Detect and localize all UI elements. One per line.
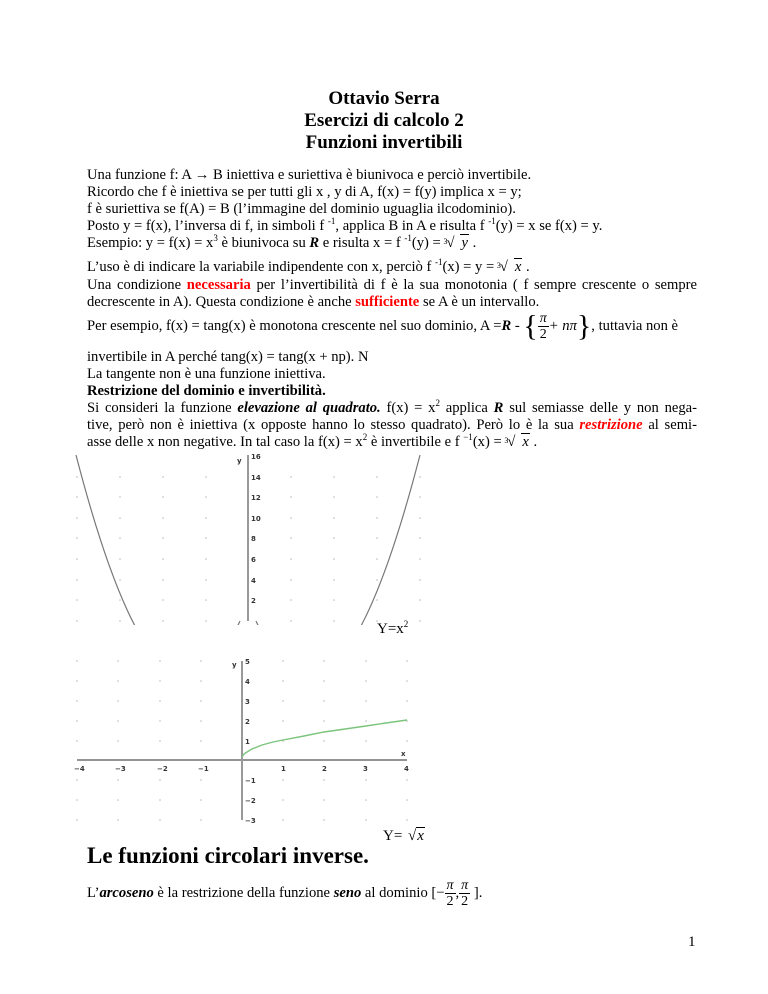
square-root: √x <box>408 828 424 844</box>
svg-text:10: 10 <box>251 515 261 523</box>
highlight-restrizione: restrizione <box>579 417 643 433</box>
document-subtitle: Esercizi di calcolo 2 <box>304 110 464 131</box>
svg-text:−3: −3 <box>115 765 126 773</box>
superscript: 3 <box>213 233 218 243</box>
text-span: per l’invertibilità di f è la sua monotonia ( f sempre crescente o sempre <box>250 277 698 293</box>
text-span: + nπ <box>548 318 577 334</box>
text-span: . <box>522 259 530 275</box>
real-numbers-symbol: R <box>309 235 320 251</box>
superscript: -1 <box>327 216 336 226</box>
paragraph-line <box>87 277 697 294</box>
text-span: Esempio: y = f(x) = x <box>87 235 214 251</box>
text-span: . <box>468 235 477 251</box>
text-span: - <box>511 318 524 334</box>
svg-text:−4: −4 <box>74 765 85 773</box>
fraction-denominator: 2 <box>459 893 470 909</box>
svg-text:5: 5 <box>245 658 250 666</box>
page-number: 1 <box>688 934 696 950</box>
sqrt-curve <box>242 720 407 757</box>
root-argument: x <box>514 259 522 275</box>
paragraph-line <box>87 417 697 434</box>
text-span: è invertibile e f <box>367 434 464 450</box>
real-numbers-symbol: R <box>501 318 512 334</box>
svg-text:−2: −2 <box>157 765 168 773</box>
fraction-denominator: 2 <box>539 327 547 343</box>
cube-root: √ 3 x <box>496 259 522 275</box>
caption-text: Y=x <box>377 621 404 637</box>
paragraph-line: La tangente non è una funzione iniettiva. <box>87 366 326 382</box>
left-brace: { <box>523 309 538 343</box>
root-index: 3 <box>496 261 501 270</box>
paragraph-line <box>87 218 602 235</box>
svg-text:8: 8 <box>251 535 256 543</box>
root-index: 3 <box>443 237 448 246</box>
paragraph-line <box>87 259 530 276</box>
paragraph-line <box>87 434 537 451</box>
fraction <box>445 878 456 909</box>
paragraph-line: Ricordo che f è iniettiva se per tutti gli x , y di A, f(x) = f(y) implica x = y; <box>87 184 522 200</box>
root-argument: y <box>461 235 468 251</box>
emphasis: elevazione al quadrato. <box>237 400 381 416</box>
paragraph-line: invertibile in A perché tang(x) = tang(x + np). N <box>87 349 369 365</box>
highlight-sufficiente: sufficiente <box>355 294 420 310</box>
text-span: , tuttavia non è <box>591 318 679 334</box>
right-brace: } <box>576 309 592 343</box>
fraction-numerator: π <box>446 878 454 894</box>
text-span: e risulta x = f <box>319 235 405 251</box>
superscript: −1 <box>463 432 473 442</box>
svg-text:2: 2 <box>322 765 327 773</box>
text-span: asse delle x non negative. In tal caso la f(x) = x <box>87 434 363 450</box>
superscript: -1 <box>434 257 443 267</box>
svg-text:16: 16 <box>251 453 261 461</box>
fraction-numerator: π <box>539 311 547 327</box>
superscript: 2 <box>403 619 409 629</box>
svg-text:−3: −3 <box>245 817 256 825</box>
text-span: al dominio [ <box>361 885 437 901</box>
svg-text:2: 2 <box>245 718 250 726</box>
root-argument: x <box>417 828 424 844</box>
cube-root: √ 3 y <box>443 235 468 251</box>
paragraph-line <box>87 400 697 417</box>
document-topic: Funzioni invertibili <box>305 132 463 153</box>
text-span: (y) = x se f(x) = y. <box>495 218 603 234</box>
text-span: , applica B in A e risulta f <box>335 218 489 234</box>
section-subheading: Restrizione del dominio e invertibilità. <box>87 383 326 399</box>
text-span: f(x) = x <box>380 400 436 416</box>
superscript: -1 <box>404 233 412 243</box>
text-span: (x) = y = <box>442 259 498 275</box>
text-span: è la restrizione della funzione <box>153 885 334 901</box>
root-argument: x <box>522 434 529 450</box>
emphasis: arcoseno <box>99 885 154 901</box>
paragraph-line: L’arcoseno è la restrizione della funzione seno al dominio [− $\frac{\pi}{2}$ , $\frac{\pi}{2}$ ]. <box>87 878 483 910</box>
sqrt-graph <box>60 650 430 830</box>
text-span: L’uso è di indicare la variabile indipendente con x, perciò f <box>87 259 435 275</box>
caption-text: Y= <box>383 828 407 844</box>
parabola-graph <box>70 450 430 625</box>
highlight-necessaria: necessaria <box>186 277 251 293</box>
fraction-numerator: π <box>461 878 469 894</box>
text-span: se A è un intervallo. <box>419 294 540 310</box>
paragraph-line: Una funzione f: A → B iniettiva e suriettiva è biunivoca e perciò invertibile. <box>87 167 532 183</box>
y-tick-labels <box>232 658 256 825</box>
svg-text:4: 4 <box>404 765 409 773</box>
emphasis: seno <box>333 885 362 901</box>
svg-text:−1: −1 <box>245 777 256 785</box>
superscript: 2 <box>435 398 440 408</box>
paragraph-line <box>87 309 678 344</box>
svg-text:−1: −1 <box>198 765 209 773</box>
text-span: è biunivoca su <box>217 235 310 251</box>
text-span: tive, però non è iniettiva (x opposte hanno lo stesso quadrato). Però lo è la sua <box>87 417 580 433</box>
text-span: (x) = <box>472 434 506 450</box>
root-index: 3 <box>504 436 509 445</box>
text-span: L’ <box>87 885 100 901</box>
real-numbers-symbol: R <box>493 400 504 416</box>
text-span: Per esempio, f(x) = tang(x) è monotona crescente nel suo dominio, A = <box>87 318 502 334</box>
superscript: -1 <box>488 216 496 226</box>
superscript: 2 <box>362 432 368 442</box>
text-span: al semi- <box>642 417 697 433</box>
svg-text:x: x <box>401 750 406 758</box>
svg-text:y: y <box>237 457 242 465</box>
text-span: decrescente in A). Questa condizione è anche <box>87 294 356 310</box>
svg-text:y: y <box>232 661 237 669</box>
text-span: (y) = <box>411 235 445 251</box>
text-span: . <box>529 434 538 450</box>
section-heading: Le funzioni circolari inverse. <box>87 843 369 868</box>
svg-text:14: 14 <box>251 474 261 482</box>
cube-root: √ 3 x <box>504 434 529 450</box>
svg-text:1: 1 <box>245 738 250 746</box>
svg-text:12: 12 <box>251 494 261 502</box>
figure-caption-sqrt <box>383 828 425 845</box>
svg-text:3: 3 <box>245 698 250 706</box>
svg-text:4: 4 <box>251 577 256 585</box>
text-span: Una condizione <box>87 277 187 293</box>
text-span: ]. <box>470 885 483 901</box>
text-span: Posto y = f(x), l’inversa di f, in simboli f <box>87 218 328 234</box>
text-span: applica <box>439 400 494 416</box>
svg-text:2: 2 <box>251 597 256 605</box>
paragraph-line: f è suriettiva se f(A) = B (l’immagine del dominio uguaglia ilcodominio). <box>87 201 516 217</box>
fraction <box>459 878 470 909</box>
svg-text:6: 6 <box>251 556 256 564</box>
svg-text:−2: −2 <box>245 797 256 805</box>
paragraph-line <box>87 235 476 252</box>
author-name: Ottavio Serra <box>328 88 440 109</box>
svg-text:3: 3 <box>363 765 368 773</box>
figure-caption-parabola <box>377 621 408 638</box>
svg-text:1: 1 <box>281 765 286 773</box>
fraction-denominator: 2 <box>445 893 456 909</box>
svg-text:4: 4 <box>245 678 250 686</box>
text-span: Si consideri la funzione <box>87 400 238 416</box>
text-span: sul semiasse delle y non nega- <box>503 400 697 416</box>
fraction <box>538 311 549 342</box>
